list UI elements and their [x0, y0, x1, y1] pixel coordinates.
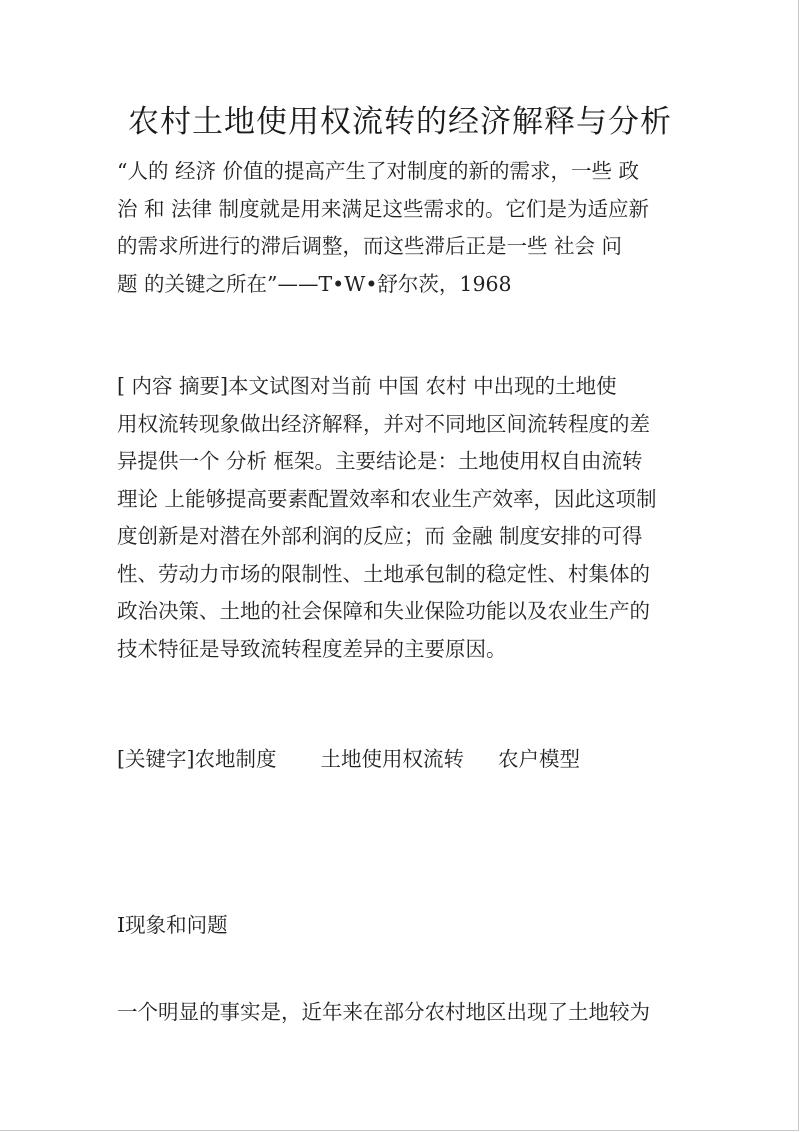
keywords-label: [关键字] [117, 747, 195, 771]
body-paragraph [117, 994, 687, 1032]
abstract-line: 政治决策、土地的社会保障和失业保险功能以及农业生产的 [117, 599, 650, 623]
quote-line: “人的 经济 价值的提高产生了对制度的新的需求，一些 政 [117, 159, 640, 183]
quote-line: 题 的关键之所在”——T•W•舒尔茨，1968 [117, 271, 512, 296]
epigraph-quote [117, 153, 687, 303]
document-title: 农村土地使用权流转的经济解释与分析 [128, 104, 672, 140]
keyword-item: 农地制度 [194, 747, 277, 771]
abstract-line: 理论 上能够提高要素配置效率和农业生产效率，因此这项制 [117, 486, 657, 511]
abstract-line: 用权流转现象做出经济解释，并对不同地区间流转程度的差 [117, 411, 650, 436]
section-heading: Ⅰ现象和问题 [117, 913, 228, 937]
quote-line: 治 和 法律 制度就是用来满足这些需求的。它们是为适应新 [117, 196, 650, 221]
abstract-line: 技术特征是导致流转程度差异的主要原因。 [117, 636, 507, 661]
abstract-line: [ 内容 摘要]本文试图对当前 中国 农村 中出现的土地使 [117, 374, 617, 398]
keyword-item: 土地使用权流转 [320, 747, 464, 771]
body-line: 一个明显的事实是，近年来在部分农村地区出现了土地较为 [117, 1000, 650, 1024]
abstract-paragraph [117, 368, 687, 668]
keyword-item: 农户模型 [498, 747, 580, 771]
keywords-line [117, 741, 687, 779]
quote-line: 的需求所进行的滞后调整，而这些滞后正是一些 社会 问 [117, 234, 623, 258]
abstract-line: 度创新是对潜在外部利润的反应；而 金融 制度安排的可得 [117, 524, 643, 548]
abstract-line: 性、劳动力市场的限制性、土地承包制的稳定性、村集体的 [117, 561, 650, 586]
abstract-line: 异提供一个 分析 框架。主要结论是：土地使用权自由流转 [117, 449, 643, 473]
